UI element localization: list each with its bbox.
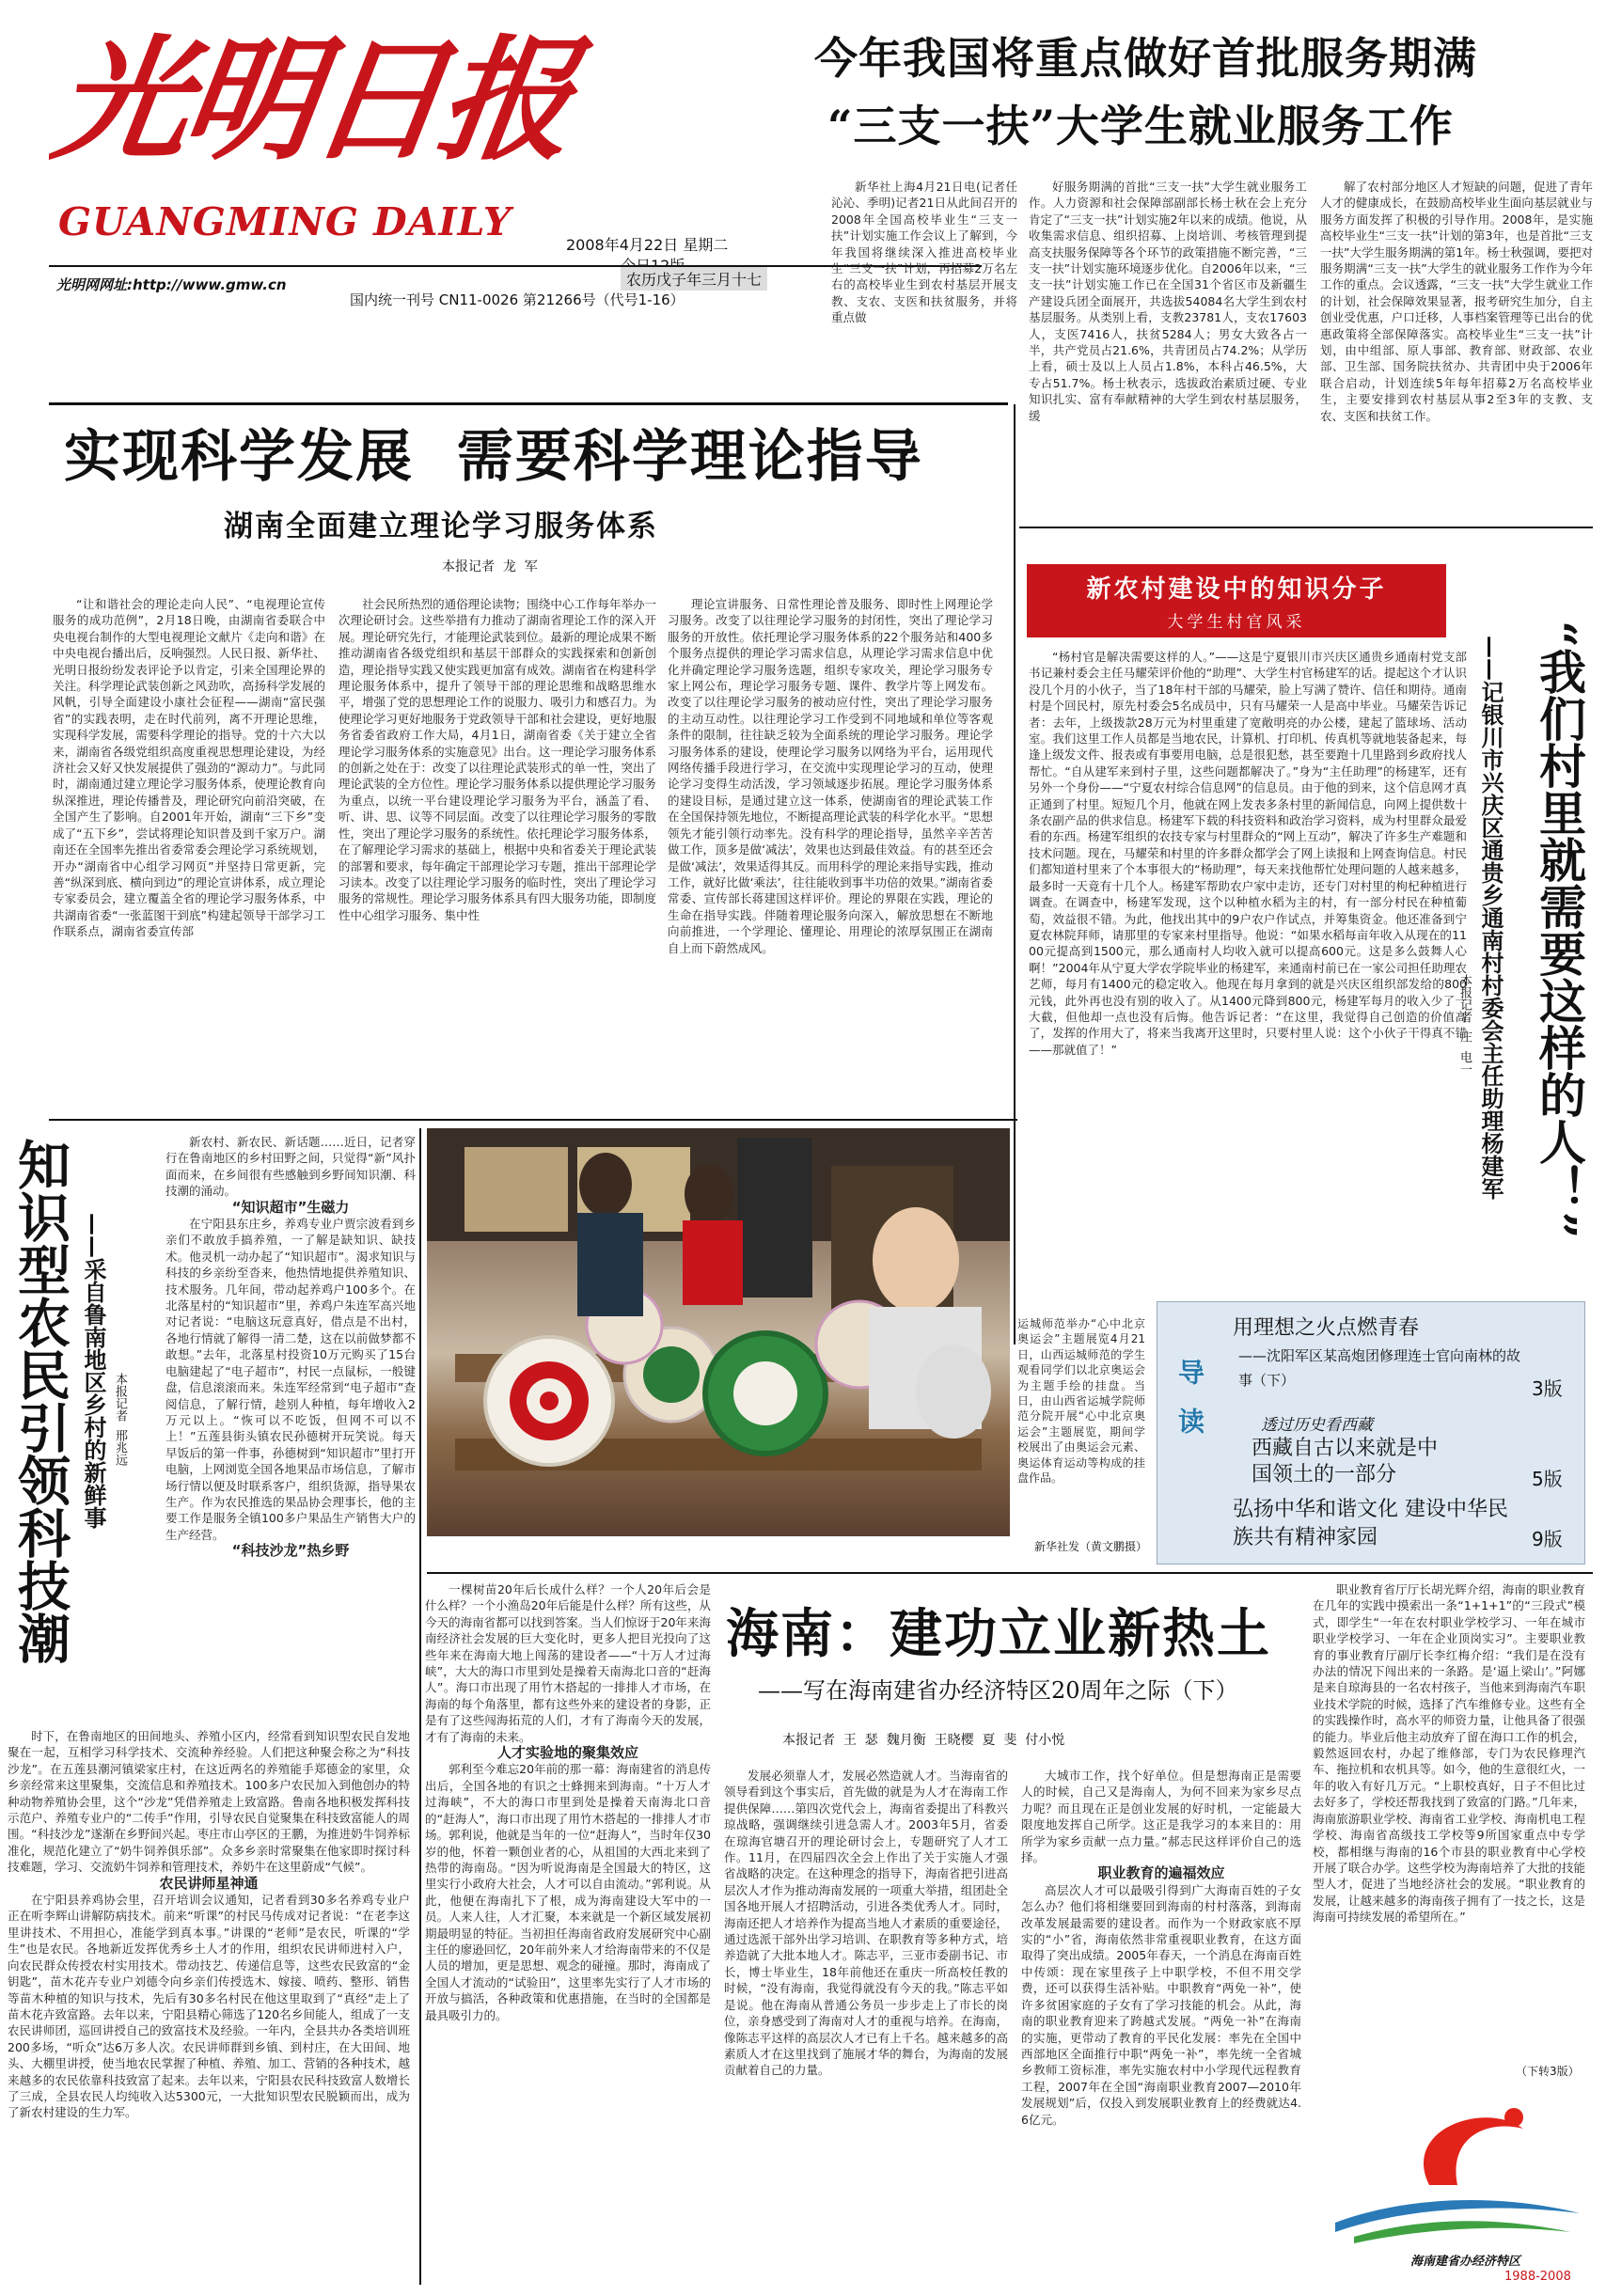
website-link[interactable]: 光明网网址:http://www.gmw.cn	[56, 276, 287, 293]
top-story-col3: 解了农村部分地区人才短缺的问题，促进了青年人才的健康成长，在鼓励高校毕业生面向基层就业与服务方面发挥了积极的引导作用。2008年，是实施高校毕业生“三支一扶”计划的第3年，也是首批“三支一扶”大学生服务期满的第1年。杨士秋强调，要把对服务期满“三支一扶”大学生的就业服务工作作为今年工作的重点。会议透露，“三支一扶”大学生就业工作的计划，社会保障效果显著，报考研究生加分，自主创业受优惠，户口迁移，人事档案管理等已出台的优惠政策将全部保障落实。高校毕业生“三支一扶”计划，由中组部、原人事部、教育部、财政部、农业部、卫生部、国务院扶贫办、共青团中央于2006年联合启动，计划连续5年每年招募2万名高校毕业生，主要安排到农村基层从事2至3年的支教、支农、支医和扶贫工作。	[1320, 180, 1593, 423]
rural-story-body	[8, 1728, 410, 2283]
hainan-para-2: 高层次人才可以最吸引得到广大海南百姓的子女怎么办？他们将相继要回到海南的村村落落，到海南改革发展最需要的建设者。而作为一个财政家底不厚实的“小”省，海南依然非常重视职业教育，在这方面取得了突出成绩。2005年春天，一个消息在海南百姓中传颂：现在家里孩子上中职学校，不但不用交学费，还可以获得生活补贴。中职教育“两免一补”，使许多贫困家庭的子女有了学习技能的机会。从此，海南的职业教育迎来了跨越式发展。“两免一补”在海南的实施，更带动了教育的平民化发展：率先在全国中西部地区全面推行中职“两免一补”，率先统一全省城乡教师工资标准，率先实施农村中小学现代远程教育工程，2007年在全国“海南职业教育2007—2010年发展规划”后，仅投入到发展职业教育上的经费就达4.6亿元。	[1021, 1882, 1301, 2127]
hainan-story-headline: 海南：建功立业新热土	[726, 1603, 1271, 1665]
photo-caption: 运城师范举办“心中北京奥运会”主题展览4月21日，山西运城师范的学生观看同学们以北京奥运会为主题手绘的挂盘。当日，由山西省运城学院师范分院开展“心中北京奥运会”主题展览，期间学校展出了由奥运会元素、奥运体育运动等构成的挂盘作品。	[1017, 1317, 1145, 1486]
hainan-subhead-1: 人才实验地的聚集效应	[496, 1744, 638, 1762]
rural-subhead-1: “知识超市”生磁力	[231, 1198, 350, 1216]
guide-item-3-page[interactable]: 9版	[1532, 1528, 1563, 1550]
continued-note: （下转3版）	[1516, 2065, 1580, 2078]
guide-item-2-kicker: 透过历史看西藏	[1261, 1416, 1373, 1435]
guide-box	[1157, 1301, 1585, 1565]
anniversary-text: 海南建省办经济特区	[1410, 2255, 1521, 2269]
guide-item-2-title[interactable]: 西藏自古以来就是中国领土的一部分	[1252, 1437, 1439, 1486]
anniversary-years: 1988-2008	[1504, 2270, 1571, 2284]
hainan-col3-para: 大城市工作，找个好单位。但是想海南正是需要人的时候，自己又是海南人，为何不回来为家乡尽点力呢？而且现在正是创业发展的好时机，一定能最大限度地发挥自己所学。这正是我学习的本来目的：用所学为家乡贡献一点力量。”郝志民这样评价自己的选择。	[1021, 1769, 1301, 1865]
knowledge-story-body: “杨村官是解决需要这样的人。”——这是宁夏银川市兴庆区通贵乡通南村党支部书记兼村委会主任马耀荣评价他的“助理”、大学生村官杨建军的话。提起这个才认识没几个月的小伙子，当了18年村干部的马耀荣，脸上写满了赞许、信任和期待。通南村是个回民村，原先村委会5名成员中，只有马耀荣一人是高中毕业。马耀荣告诉记者：去年，上级拨款28万元为村里重建了宽敞明亮的办公楼，建起了篮球场、活动室。我们这里工作人员都是当地农民，计算机、打印机、传真机等就地装备起来，每逢上级发文件、报表或有事要用电脑，总是很犯愁，甚至要跑十几里路到乡政府找人帮忙。“自从建军来到村子里，这些问题都解决了。”身为“主任助理”的杨建军，还有另外一个身份——“宁夏农村综合信息网”的信息员。由于他的到来，这个信息网才真正通到了村里。短短几个月，他就在网上发表多条村里的新闻信息，向网上提供数十条农副产品的供求信息。杨建军下载的科技资料和政治学习资料，成为村里群众最爱看的东西。杨建军组织的农技专家与村里群众的“网上互动”，解决了许多生产难题和技术问题。现在，马耀荣和村里的许多群众都学会了网上读报和上网查询信息。村民们都知道村里来了个本事很大的“杨助理”，每天来找他帮忙处理问题的人越来越多，最多时一天竟有十几个人。杨建军帮助农户家中走访，还专门对村里的枸杞种植进行调查。在调查中，杨建军发现，这个以种植水稻为主的村，有一部分村民在种植葡萄，效益很不错。为此，他找出其中的9户农户作试点，并筹集资金。他还准备到宁夏农林院拜师，请那里的专家来村里指导。他说：“如果水稻每亩年收入从现在的1100元提高到1500元，那么通南村人均收入就可以提高600元。这是多么鼓舞人心啊！”2004年从宁夏大学农学院毕业的杨建军，来通南村前已在一家公司担任助理农艺师，每月有1400元的稳定收入。他现在每月拿到的就是兴庆区组织部发给的800元钱，此外再也没有别的收入了。从1400元降到800元，杨建军每月的收入少了一大截，但他却一点也没有后悔。他告诉记者：“在这里，我觉得自己创造的价值高了，发挥的作用大了，将来当我离开这里时，只要村里人说：这个小伙子干得真不错——那就值了！”	[1029, 650, 1467, 1057]
rural-para-2: 时下，在鲁南地区的田间地头、养殖小区内，经常看到知识型农民自发地聚在一起，互相学习科学技术、交流种养经验。人们把这种聚会称之为“科技沙龙”。在五莲县潮河镇梁家庄村，在这近两名的养殖能手郑德金的家里，众乡亲经常来这里聚集，交流信息和养殖技术。100多户农民加入到他创办的特种动物养殖协会里，这个“沙龙”凭借养殖走上致富路。鲁南各地积极发挥科技示范户、养殖专业户的“二传手”作用，引导农民自觉聚集在科技致富能人的周围。“科技沙龙”遂渐在乡野间兴起。枣庄市山亭区的王鹏，为推进奶牛饲养标准化，规范化建立了“奶牛饲养俱乐部”。众多乡亲时常聚集在他家即时探讨科技难题，学习、交流奶牛饲养和管理技术，养奶牛在这里蔚成“气候”。	[8, 1729, 410, 1875]
knowledge-story-subheadline: ——记银川市兴庆区通贵乡通南村村委会主任助理杨建军	[1477, 636, 1504, 1200]
masthead-logo: 光明日报	[45, 23, 579, 179]
rural-subhead-3: 农民讲师星神通	[159, 1874, 259, 1892]
hainan-story-col4: 职业教育省厅厅长胡光辉介绍，海南的职业教育在几年的实践中摸索出一条“1+1+1”的“三段式”模式，即学生“一年在农村职业学校学习、一年在城市职业学校学习、一年在企业顶岗实习”。主要职业教育的事业教育厅副厅长李红梅介绍：“我们是在没有办法的情况下闯出来的一条路。是‘逼上梁山’。”阿娜是来自琼海县的一名农村孩子，当他来到海南汽车职业技术学院的时候，选择了汽车维修专业。这些有全的实践操作时，高水平的师资力量，让他具备了很强的能力。毕业后他主动放弃了留在海口工作的机会，毅然返回农村，办起了维修部，专门为农民修理汽车、拖拉机和农机具等。如今，他的生意很红火，一年的收入有好几万元。“上职校真好，日子不但比过去好多了，学校还帮我找到了致富的门路。”几年来，海南旅游职业学校、海南省工业学校、海南机电工程学校、海南省高级技工学校等9所国家重点中专学校，都相继与海南的16个市县的职业教育中心学校开展了联合办学。这些学校为海南培养了大批的技能型人才，促进了当地经济社会的发展。“职业教育的发展，让越来越多的海南孩子拥有了一技之长，这是海南可持续发展的希望所在。”	[1313, 1582, 1585, 1925]
kicker-title: 新农村建设中的知识分子	[1086, 575, 1387, 604]
masthead-date: 2008年4月22日 星期二	[566, 236, 729, 254]
hainan-subhead-2: 职业教育的遍福效应	[1097, 1864, 1225, 1882]
anniversary-logo	[1316, 2091, 1589, 2288]
lead-story-byline: 本报记者 龙 军	[442, 559, 538, 574]
photo-scene-illustration	[427, 1128, 1010, 1536]
lead-story-col2: 社会民所热烈的通俗理论读物；围绕中心工作每年举办一次理论研讨会。这些举措有力推动了湖南省理论工作的深入开展。理论研究先行，才能理论武装到位。最新的理论成果不断推动湖南省各级党组织和基层干部群众的实践探索和创新创造，理论指导实践又使实践更加富有成效。湖南省在构建科学理论服务体系中，提升了领导干部的理论思维和战略思维水平，增强了党的思想理论工作的说服力、吸引力和感召力。为使理论学习更好地服务于党政领导干部和社会建设，更好地服务省委省政府工作大局，4月1日，湖南省委《关于建立全省理论学习服务体系的实施意见》出台。这一理论学习服务体系的创新之处在于：改变了以往理论武装形式的单一性，突出了理论武装的全方位性。理论学习服务体系以提供理论学习服务为重点，以统一平台建设理论学习服务为平台，涵盖了看、听、讲、思、议等不同层面。改变了以往理论学习服务的零散性，突出了理论学习服务的系统性。依托理论学习服务体系，在了解理论学习需求的基础上，根据中央和省委关于理论武装的部署和要求，每年确定干部理论学习专题，推出干部理论学习读本。改变了以往理论学习服务的临时性，突出了理论学习服务的常规性。理论学习服务体系具有四大服务功能，即制度性中心组学习服务、集中性	[339, 597, 656, 922]
lead-story-subheadline: 湖南全面建立理论学习服务体系	[224, 510, 658, 543]
hainan-story-col3	[1021, 1768, 1301, 2285]
guide-item-1-subtitle[interactable]: ——沈阳军区某高炮团修理连士官向南林的故事（下）	[1238, 1347, 1521, 1389]
guide-item-1-title[interactable]: 用理想之火点燃青春	[1233, 1316, 1420, 1340]
kicker-banner	[1027, 564, 1446, 637]
guide-item-1-page[interactable]: 3版	[1532, 1377, 1563, 1400]
hainan-intro-para: 一棵树苗20年后长成什么样？一个人20年后会是什么样？一个小渔岛20年后能是什么样？所有这些，从今天的海南省都可以找到答案。当人们惊讶于20年来海南经济社会发展的巨大变化时，更多人把目光投向了这些年来在海南大地上闯荡的建设者——“十万人才过海峡”，大大的海口市里到处是操着天南海北口音的“赶海人”。海口市出现了用竹木搭起的一排排人才市场，在海南的每个角落里，都有这些外来的建设者的身影，正是有了这些闯海拓荒的人们，才有了海南今天的发展，才有了海南的未来。	[425, 1582, 711, 1744]
rural-para-1: 在宁阳县东庄乡，养鸡专业户贾宗波看到乡亲们不敢放手搞养殖，一了解是缺知识、缺技术。他灵机一动办起了“知识超市”。渴求知识与科技的乡亲纷至沓来，他热情地提供养殖知识、技术服务。几年间，带动起养鸡户100多个。在北落星村的“知识超市”里，养鸡户朱连军高兴地对记者说：“电脑这玩意真好，借点是不出村，各地行情就了解得一清二楚，这在以前做梦都不敢想。”去年，北落星村投资10万元购买了15台电脑建起了“电子超市”，村民一点鼠标，一般键盘，信息滚滚而来。朱连军经常到“电子超市”查阅信息，了解行情，趁别人种植，每年增收入2万元以上。“恢可以不吃饭，但网不可以不上！”五莲县街头镇农民孙德树开玩笑说。每天早饭后的第一件事，孙德树到“知识超市”里打开电脑，上网浏览全国各地果品市场信息，了解市场行情以便及时联系客户，组织货源，指导果农生产。作为农民推选的果品协会理事长，他的主要工作是服务全镇100多户果品生产销售大户的生产经营。	[165, 1217, 416, 1542]
top-story-headline-2: “三支一扶”大学生就业服务工作	[827, 101, 1454, 151]
lead-story-headline: 实现科学发展 需要科学理论指导	[64, 424, 923, 490]
issn-number: 国内统一刊号 CN11-0026 第21266号（代号1-16）	[350, 291, 685, 308]
hainan-story-col1	[425, 1581, 711, 2285]
knowledge-story-headline: “我们村里就需要这样的人！”	[1532, 621, 1587, 1239]
lead-story-col1: “让和谐社会的理论走向人民”、“电视理论宣传服务的成功范例”，2月18日晚，由湖南省委联合中央电视台制作的大型电视理论文献片《走向和谐》在中央电视台播出后，反响强烈。人民日报、新华社、光明日报纷纷发表评论予以肯定，引来全国理论界的关注。科学理论武装创新之风劲吹，高扬科学发展的风帆，引导全面建设小康社会征程——湖南“富民强省”的实践表明，走在时代前列，离不开理论思维，实现科学发展，需要科学理论的指导。党的十六大以来，湖南省各级党组织高度重视思想理论建设，为经济社会又好又快发展提供了强劲的“源动力”。与此同时，湖南通过建立理论学习服务体系，使理论教育向纵深推进，理论传播普及，理论研究向前沿突破，在全国产生了影响。自2001年开始，湖南“三下乡”变成了“五下乡”，尝试将理论知识普及到千家万户。湖南还在全国率先推出省委常委会理论学习系统规划，开办“湖南省中心组学习网页”并坚持日常更新，完善“纵深到底、横向到边”的理论宣讲体系，成立理论专家委员会，建立覆盖全省的理论学习服务体系，中共湖南省委“一张蓝图干到底”构建起领导干部学习工作联系点，湖南省委宣传部	[53, 597, 325, 939]
hainan-story-byline: 本报记者 王 瑟 魏月衡 王晓樱 夏 斐 付小悦	[782, 1733, 1065, 1748]
guide-label: 导读	[1174, 1359, 1205, 1456]
top-story-headline-1: 今年我国将重点做好首批服务期满	[814, 33, 1477, 84]
anniversary-emblem-icon	[1316, 2091, 1589, 2251]
masthead-english: GUANGMING DAILY	[58, 199, 512, 244]
photo-credit: 新华社发（黄文鹏摄）	[1034, 1540, 1148, 1553]
hainan-para-1: 郭利至今难忘20年前的那一幕：海南建省的消息传出后，全国各地的有识之士蜂拥来到海南。“十万人才过海峡”，不大的海口市里到处是操着天南海北口音的“赶海人”，海口市出现了用竹木搭起的一排排人才市场。郭利说，他就是当年的一位“赶海人”，当时年仅30岁的他，怀着一颗创业者的心，从祖国的大西北来到了热带的海南岛。“因为听说海南是全国最大的特区，这里实行小政府大社会，人才可以自由流动。”郭利说。从此，他便在海南扎下了根，成为海南建设大军中的一员。人来人往，人才汇聚，本来就是一个新区域发展初期最明显的特征。当初担任海南省政府发展研究中心副主任的廖逊回忆，20年前外来人才给海南带来的不仅是人员的增加，更是思想、观念的碰撞。那时，海南成了全国人才流动的“试验田”，这里率先实行了人才市场的开放与搞活，各种政策和优惠措施，在当时的全国都是最具吸引力的。	[425, 1762, 711, 2022]
hainan-story-col2: 发展必须靠人才，发展必然造就人才。当海南省的领导看到这个事实后，首先做的就是为人才在海南工作提供保障……第四次党代会上，海南省委提出了科教兴琼战略，强调继续引进急需人才。2003年5月，省委在琼海官塘召开的理论研讨会上，专题研究了人才工作。11月，在四届四次全会上作出了关于实施人才强省战略的决定。在这种理念的指导下，海南省把引进高层次人才作为推动海南发展的一项重大举措，组团赴全国各地开展人才招聘活动，引进各类优秀人才。同时，海南还把人才培养作为提高当地人才素质的重要途径，通过选派干部外出学习培训、在职教育等多种方式，培养造就了大批本地人才。陈志平，三亚市委副书记、市长，博士毕业生，18年前他还在重庆一所高校任教的时候，“没有海南，我觉得就没有今天的我。”陈志平如是说。他在海南从普通公务员一步步走上了市长的岗位，亲身感受到了海南对人才的重视与培养。在海南，像陈志平这样的高层次人才已有上千名。越来越多的高素质人才在这里找到了施展才华的舞台，为海南的发展贡献着自己的力量。	[724, 1769, 1008, 2078]
rural-intro-para: 新农村、新农民、新话题……近日，记者穿行在鲁南地区的乡村田野之间，只觉得“新”风扑面而来，在乡间很有些感触到乡野间知识潮、科技潮的涌动。	[165, 1135, 416, 1199]
hainan-story-subheadline: ——写在海南建省办经济特区20周年之际（下）	[758, 1677, 1238, 1704]
guide-item-3-title[interactable]: 弘扬中华和谐文化 建设中华民族共有精神家园	[1233, 1498, 1508, 1549]
lunar-date: 农历戊子年三月十七	[621, 267, 767, 291]
news-photo	[427, 1128, 1010, 1536]
rural-subhead-2: “科技沙龙”热乡野	[231, 1542, 350, 1560]
top-story-col1: 新华社上海4月21日电(记者任沁沁、季明)记者21日从此间召开的2008年全国高校毕业生“三支一扶”计划实施工作会议上了解到，今年我国将继续深入推进高校毕业生“三支一扶”计划，再招募2万名左右的高校毕业生到农村基层开展支教、支农、支医和扶贫服务，并将重点做	[831, 180, 1017, 325]
guide-item-2-page[interactable]: 5版	[1532, 1468, 1563, 1490]
kicker-subtitle: 大学生村官风采	[1167, 613, 1306, 632]
rural-story-headline: 知识型农民引领科技潮	[9, 1138, 71, 1664]
top-story-col2: 好服务期满的首批“三支一扶”大学生就业服务工作。人力资源和社会保障部副部长杨士秋在会上充分肯定了“三支一扶”计划实施2年以来的成绩。他说，从收集需求信息、组织招募、上岗培训、考核管理到提高支扶服务保障等各个环节的政策措施不断完善，“三支一扶”计划实施环境逐步优化。自2006年以来，“三支一扶”计划实施工作已在全国31个省区市及新疆生产建设兵团全面展开，共选拔54084名大学生到农村基层服务。从类别上看，支教23781人，支农17603人，支医7416人，扶贫5284人；男女大致各占一半，共产党员占21.6%，共青团员占74.2%；从学历上看，硕士及以上人员占1.8%，本科占46.5%，大专占51.7%。杨士秋表示，选拔政治素质过硬、专业知识扎实、富有奉献精神的大学生到农村基层服务，缓	[1029, 180, 1307, 423]
rural-story-byline: 本报记者 邢兆远	[113, 1373, 127, 1467]
rural-para-3: 在宁阳县养鸡协会里，召开培训会议通知，记者看到30多名养鸡专业户正在听李辉山讲解防病技术。前来“听课”的村民马传成对记者说：“在老李这里讲技术、不用担心，准能学到真本事。”讲课的“老师”是农民，听课的“学生”也是农民。各地新近发挥优秀乡土人才的作用，组织农民讲师进村入户，向农民群众传授农村实用技术。带动技艺、传递信息等，这些农民致富的“金钥匙”，苗木花卉专业户刘德令向乡亲们传授选木、嫁接、喷药、整形、销售等苗木种植的知识与技术，先后有30多名村民在他这里取到了“真经”走上了苗木花卉致富路。去年以来，宁阳县精心筛选了120名乡间能人，组成了一支农民讲师团，巡回讲授自己的致富技术及经验。一年内，全县共办各类培训班200多场，“听众”达6万多人次。农民讲师群到乡镇、到村庄，在大田间、地头、大棚里讲授，使当地农民掌握了种植、养殖、加工、营销的各种技术，越来越多的农民依靠科技致富了起来。去年以来，宁阳县农民科技致富人数增长了三成，全县农民人均纯收入达5300元，一大批知识型农民脱颖而出，成为了新农村建设的生力军。	[8, 1893, 410, 2120]
rural-story-subheadline: ——采自鲁南地区乡村的新鲜事	[80, 1213, 106, 1529]
lead-story-col3: 理论宣讲服务、日常性理论普及服务、即时性上网理论学习服务。改变了以往理论学习服务的封闭性，突出了理论学习服务的开放性。依托理论学习服务体系的22个服务站和400多个服务点提供的理论学习需求信息，从理论学习需求信息中优化并确定理论学习服务选题，组织专家攻关，理论学习服务专家上网公布，理论学习服务专题、课件、教学片等上网发布。改变了以往理论学习服务的被动应付性，突出了理论学习服务的主动互动性。以往理论学习工作受到不同地域和单位等客观条件的限制，往往缺乏较为全面系统的理论学习服务。理论学习服务体系的建设，使理论学习服务以网络为平台，运用现代网络传播手段进行学习，在交流中实现理论学习的互动，使理论学习变得生动活泼，学习领域逐步拓展。理论学习服务体系的建设目标，是通过建立这一体系，使湖南省的理论武装工作在全国保持领先地位，不断提高理论武装的科学化水平。“思想领先才能引领行动率先。没有科学的理论指导，虽然辛辛苦苦做工作，顶多是做‘减法’，效果也达到最佳效益。有的甚至还会是做‘减法’，效果适得其反。而用科学的理论来指导实践，推动工作，就好比做‘乘法’，往往能收到事半功倍的效果。”湖南省委常委、宣传部长蒋建国这样评价。理论的界限在实践，理论的生命在指导实践。伴随着理论服务向深入，解放思想在不断地向前推进，一个学理论、懂理论、用理论的浓厚氛围正在湖南自上而下蔚然成风。	[668, 597, 993, 955]
knowledge-story-byline: 本报记者 庄 电一	[1457, 974, 1472, 1076]
